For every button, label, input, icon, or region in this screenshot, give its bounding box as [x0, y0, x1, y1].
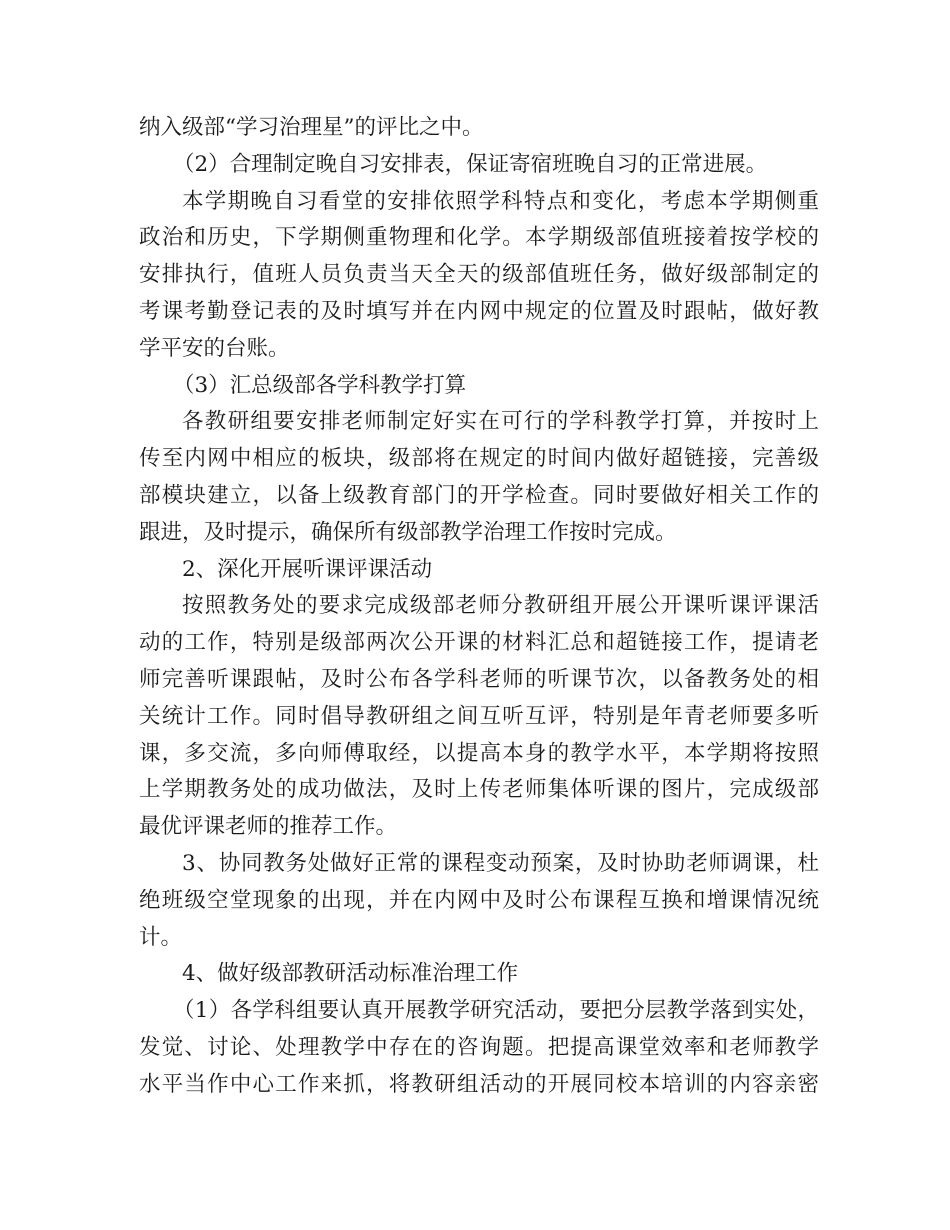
paragraph-line: 关统计工作。同时倡导教研组之间互听互评，特别是年青老师要多听: [139, 703, 819, 729]
paragraph-line: 绝班级空堂现象的出现，并在内网中及时公布课程互换和增课情况统: [139, 887, 819, 913]
paragraph-line: 师完善听课跟帖，及时公布各学科老师的听课节次，以备教务处的相: [139, 666, 819, 692]
paragraph-line: 水平当作中心工作来抓，将教研组活动的开展同校本培训的内容亲密: [139, 1071, 819, 1097]
paragraph-line: 按照教务处的要求完成级部老师分教研组开展公开课听课评课活: [182, 593, 819, 619]
paragraph-line: 安排执行，值班人员负责当天全天的级部值班任务，做好级部制定的: [139, 262, 819, 288]
paragraph-line: 发觉、讨论、处理教学中存在的咨询题。把提高课堂效率和老师教学: [139, 1034, 819, 1060]
paragraph-line: 部模块建立，以备上级教育部门的开学检查。同时要做好相关工作的: [139, 482, 819, 508]
paragraph-line: （3）汇总级部各学科教学打算: [173, 372, 467, 398]
paragraph-line: 上学期教务处的成功做法，及时上传老师集体听课的图片，完成级部: [139, 777, 819, 803]
paragraph-line: 跟进，及时提示，确保所有级部教学治理工作按时完成。: [139, 519, 677, 545]
paragraph-line: 各教研组要安排老师制定好实在可行的学科教学打算，并按时上: [182, 409, 819, 435]
section-heading: 2、深化开展听课评课活动: [182, 556, 433, 582]
paragraph-line: 纳入级部“学习治理星”的评比之中。: [139, 115, 484, 140]
paragraph-line: 考课考勤登记表的及时填写并在内网中规定的位置及时跟帖，做好教: [139, 298, 819, 324]
paragraph-line: 学平安的台账。: [139, 335, 290, 361]
paragraph-line: 计。: [139, 924, 183, 950]
paragraph-line: 最优评课老师的推荐工作。: [139, 814, 398, 840]
paragraph-line: 动的工作，特别是级部两次公开课的材料汇总和超链接工作，提请老: [139, 630, 819, 656]
body-text: [139, 110, 819, 1104]
section-heading: 4、做好级部教研活动标准治理工作: [182, 961, 519, 987]
paragraph-line: 政治和历史，下学期侧重物理和化学。本学期级部值班接着按学校的: [139, 225, 819, 251]
paragraph-line: 3、协同教务处做好正常的课程变动预案，及时协助老师调课，杜: [182, 850, 819, 876]
paragraph-line: 本学期晚自习看堂的安排依照学科特点和变化，考虑本学期侧重: [182, 188, 819, 214]
paragraph-line: 传至内网中相应的板块，级部将在规定的时间内做好超链接，完善级: [139, 446, 819, 472]
paragraph-line: （1）各学科组要认真开展教学研究活动，要把分层教学落到实处，: [173, 998, 819, 1024]
paragraph-line: 课，多交流，多向师傅取经，以提高本身的教学水平，本学期将按照: [139, 740, 819, 766]
paragraph-line: （2）合理制定晚自习安排表，保证寄宿班晚自习的正常进展。: [173, 151, 768, 177]
